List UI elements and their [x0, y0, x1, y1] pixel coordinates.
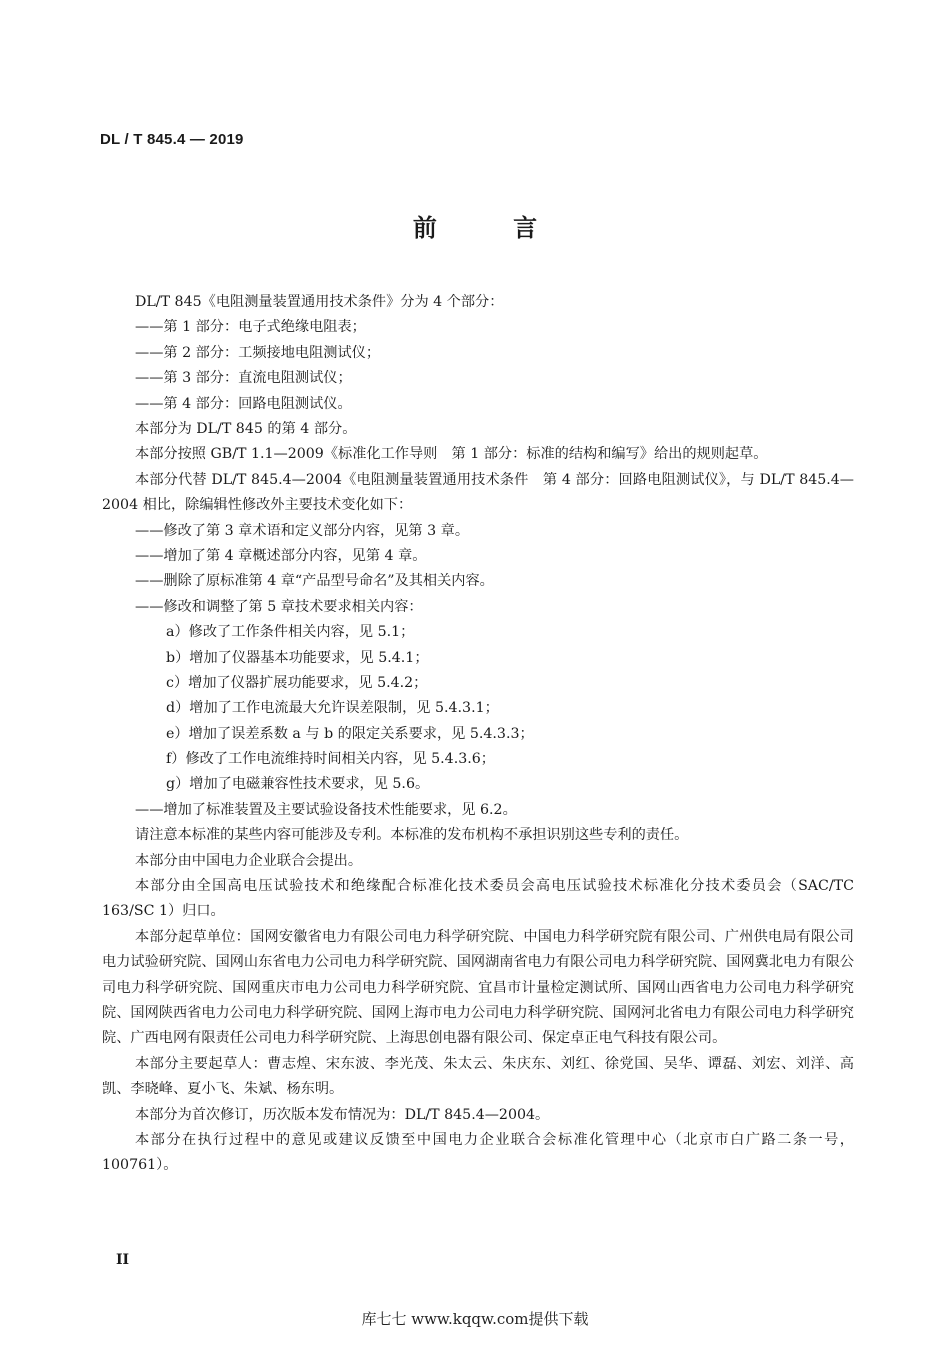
sub-change-item: c）增加了仪器扩展功能要求，见 5.4.2；	[166, 674, 428, 691]
drafting-rules: 本部分按照 GB/T 1.1—2009《标准化工作导则 第 1 部分：标准的结构和编写》给出的规则起草。	[135, 446, 768, 463]
change-item: ——修改了第 3 章术语和定义部分内容，见第 3 章。	[135, 522, 470, 539]
revision-history: 本部分为首次修订，历次版本发布情况为：DL/T 845.4—2004。	[135, 1106, 550, 1123]
page-number: II	[116, 1252, 130, 1268]
change-item: ——增加了第 4 章概述部分内容，见第 4 章。	[135, 547, 427, 564]
drafting-units: 本部分起草单位：国网安徽省电力有限公司电力科学研究院、中国电力科学研究院有限公司、广州供电局有限公司电力试验研究院、国网山东省电力公司电力科学研究院、国网湖南省电力有限公司电力科学研究院、国网冀北电力有限公司电力科学研究院、国网重庆市电力公司电力科学研究院、宜昌市计量检定测试所、国网山西省电力公司电力科学研究院、国网陕西省电力公司电力科学研究院、国网上海市电力公司电力科学研究院、国网河北省电力有限公司电力科学研究院、广西电网有限责任公司电力科学研究院、上海思创电器有限公司、保定卓正电气科技有限公司。	[102, 928, 854, 1047]
part-item: ——第 4 部分：回路电阻测试仪。	[135, 395, 352, 412]
drafters: 本部分主要起草人：曹志煌、宋东波、李光茂、朱太云、朱庆东、刘红、徐党国、吴华、谭磊、刘宏、刘洋、高凯、李晓峰、夏小飞、朱斌、杨东明。	[102, 1055, 854, 1098]
sub-change-list	[102, 620, 854, 798]
download-watermark: 库七七 www.kqqw.com提供下载	[361, 1310, 589, 1328]
replacement-paragraph: 本部分代替 DL/T 845.4—2004《电阻测量装置通用技术条件 第 4 部分：回路电阻测试仪》，与 DL/T 845.4—2004 相比，除编辑性修改外主要技术变化如下：	[102, 471, 854, 514]
feedback-note: 本部分在执行过程中的意见或建议反馈至中国电力企业联合会标准化管理中心（北京市白广路二条一号，100761）。	[102, 1132, 854, 1174]
change-item: ——修改和调整了第 5 章技术要求相关内容：	[135, 598, 423, 615]
document-code: DL / T 845.4 — 2019	[100, 131, 244, 148]
part-statement: 本部分为 DL/T 845 的第 4 部分。	[135, 420, 357, 437]
proposed-by: 本部分由中国电力企业联合会提出。	[135, 852, 363, 869]
patent-note: 请注意本标准的某些内容可能涉及专利。本标准的发布机构不承担识别这些专利的责任。	[135, 827, 689, 844]
part-item: ——第 1 部分：电子式绝缘电阻表；	[135, 319, 366, 336]
change-item: ——增加了标准装置及主要试验设备技术性能要求，见 6.2。	[135, 801, 517, 818]
sub-change-item: b）增加了仪器基本功能要求，见 5.4.1；	[166, 649, 429, 666]
sub-change-item: g）增加了电磁兼容性技术要求，见 5.6。	[166, 776, 430, 793]
sub-change-item: a）修改了工作条件相关内容，见 5.1；	[166, 624, 415, 641]
sub-change-item: d）增加了工作电流最大允许误差限制，见 5.4.3.1；	[166, 700, 499, 717]
sub-change-item: e）增加了误差系数 a 与 b 的限定关系要求，见 5.4.3.3；	[166, 725, 534, 742]
page-title: 前 言	[412, 214, 572, 242]
part-item: ——第 2 部分：工频接地电阻测试仪；	[135, 344, 381, 361]
part-item: ——第 3 部分：直流电阻测试仪；	[135, 370, 352, 387]
foreword-body	[102, 290, 854, 1179]
change-item: ——删除了原标准第 4 章“产品型号命名”及其相关内容。	[135, 573, 494, 590]
sub-change-item: f）修改了工作电流维持时间相关内容，见 5.4.3.6；	[166, 751, 495, 768]
centralized-by: 本部分由全国高电压试验技术和绝缘配合标准化技术委员会高电压试验技术标准化分技术委员会（SAC/TC 163/SC 1）归口。	[102, 878, 854, 920]
parts-intro: DL/T 845《电阻测量装置通用技术条件》分为 4 个部分：	[135, 294, 504, 310]
